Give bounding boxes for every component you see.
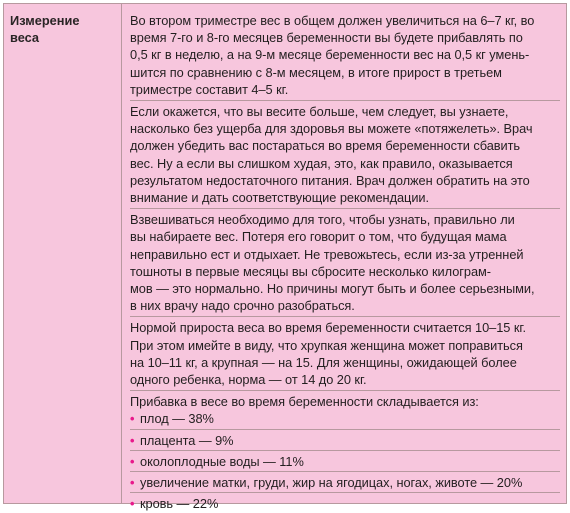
list-item-text: увеличение матки, груди, жир на ягодицах, ногах, животе — 20%: [140, 475, 523, 491]
paragraph-line: тошноты в первые месяцы вы сбросите несколько килограм-: [130, 263, 491, 279]
list-intro: Прибавка в весе во время беременности складывается из:: [130, 394, 479, 410]
paragraph: [130, 319, 560, 391]
list-item-text: плацента — 9%: [140, 432, 234, 448]
paragraph-line: должен убедить вас постараться во время беременности сбавить: [130, 138, 521, 154]
list-item-text: околоплодные воды — 11%: [140, 453, 304, 469]
paragraphs: [130, 12, 560, 391]
list-item: [130, 495, 560, 513]
table-header-cell: [4, 4, 122, 503]
paragraph: [130, 103, 560, 209]
heading-line-1: Измерение: [10, 13, 80, 28]
list-item: [130, 410, 560, 429]
paragraph: [130, 211, 560, 317]
bullet-dot-icon: •: [130, 453, 135, 469]
paragraph-line: Если окажется, что вы весите больше, чем следует, вы узнаете,: [130, 104, 509, 120]
list-item-text: кровь — 22%: [140, 496, 219, 512]
info-table: [3, 3, 567, 512]
paragraph-line: насколько без ущерба для здоровья вы можете «потяжелеть». Врач: [130, 121, 533, 137]
paragraph-line: шится по сравнению с 8-м месяцем, в итоге прирост в третьем: [130, 64, 502, 80]
list-item: [130, 474, 560, 493]
paragraph-line: триместре составит 4–5 кг.: [130, 81, 289, 97]
bullet-dot-icon: •: [130, 411, 135, 427]
bullet-dot-icon: •: [130, 475, 135, 491]
paragraph-line: внимание и дать соответствующие рекомендации.: [130, 190, 430, 206]
list-item: [130, 453, 560, 472]
paragraph-line: вы набираете вес. Потеря его говорит о том, что будущая мама: [130, 229, 507, 245]
paragraph-line: на 10–11 кг, а крупная — на 15. Для женщины, ожидающей более: [130, 354, 517, 370]
paragraph-line: Взвешиваться необходимо для того, чтобы узнать, правильно ли: [130, 212, 515, 228]
paragraph-line: мов — это нормально. Но причины могут быть и более серьезными,: [130, 281, 535, 297]
paragraph-line: При этом имейте в виду, что хрупкая женщина может поправиться: [130, 337, 523, 353]
heading-line-2: веса: [10, 30, 40, 45]
paragraph-line: время 7-го и 8-го месяцев беременности вы будете прибавлять по: [130, 30, 523, 46]
paragraph-line: результатом недостаточного питания. Врач должен обратить на это: [130, 172, 530, 188]
list-item: [130, 432, 560, 451]
paragraph: [130, 12, 560, 101]
bullet-dot-icon: •: [130, 432, 135, 448]
bullet-list: [130, 410, 560, 513]
paragraph-line: одного ребенка, норма — от 14 до 20 кг.: [130, 372, 367, 388]
paragraph-line: 0,5 кг в неделю, а на 9-м месяце беременности вес на 0,5 кг умень-: [130, 47, 530, 63]
table-content-cell: [122, 4, 566, 512]
list-item-text: плод — 38%: [140, 411, 214, 427]
bullet-dot-icon: •: [130, 496, 135, 512]
paragraph-line: в них врачу надо срочно разобраться.: [130, 298, 355, 314]
paragraph-line: неправильно ест и отдыхает. Не тревожьтесь, если из-за утренней: [130, 246, 524, 262]
paragraph-line: Нормой прироста веса во время беременности считается 10–15 кг.: [130, 320, 526, 336]
paragraph-line: Во втором триместре вес в общем должен увеличиться на 6–7 кг, во: [130, 13, 535, 28]
paragraph-line: вес. Ну а если вы слишком худая, это, как правило, оказывается: [130, 155, 513, 171]
